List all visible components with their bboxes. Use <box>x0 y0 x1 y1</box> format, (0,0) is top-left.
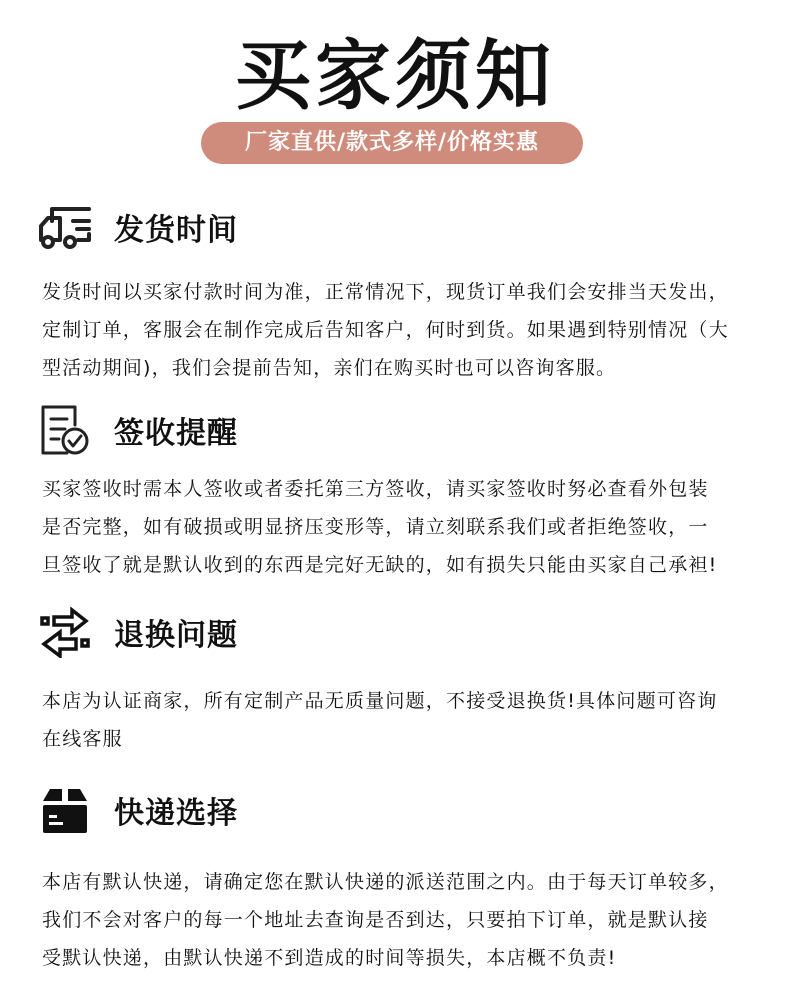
paragraph-line: 型活动期间)，我们会提前告知，亲们在购买时也可以咨询客服。 <box>42 357 617 379</box>
exchange-arrows-icon <box>36 606 94 658</box>
paragraph-line: 本店为认证商家，所有定制产品无质量问题，不接受退换货!具体问题可咨询 <box>42 690 718 712</box>
paragraph-line: 我们不会对客户的每一个地址去查询是否到达，只要拍下订单，就是默认接 <box>42 909 709 931</box>
section-returns-body <box>42 682 762 758</box>
paragraph-line: 定制订单，客服会在制作完成后告知客户，何时到货。如果遇到特别情况（大 <box>42 319 729 341</box>
section-heading: 快递选择 <box>114 796 238 831</box>
section-heading: 退换问题 <box>114 618 238 653</box>
section-receipt-reminder-header <box>36 400 238 460</box>
paragraph-line: 旦签收了就是默认收到的东西是完好无缺的，如有损失只能由买家自己承袒! <box>42 554 718 576</box>
package-box-icon <box>36 784 94 836</box>
document-check-icon <box>36 404 94 456</box>
tagline-pill: 厂家直供/款式多样/价格实惠 <box>201 122 583 164</box>
paragraph-line: 受默认快递，由默认快递不到造成的时间等损失，本店概不负责! <box>42 947 617 969</box>
paragraph-line: 是否完整，如有破损或明显挤压变形等，请立刻联系我们或者拒绝签收，一 <box>42 516 709 538</box>
section-shipping-time-header <box>36 197 238 257</box>
section-returns-header <box>36 602 238 662</box>
section-courier-body <box>42 863 762 977</box>
paragraph-line: 在线客服 <box>42 728 123 750</box>
section-courier-header <box>36 780 238 840</box>
paragraph-line: 发货时间以买家付款时间为准，正常情况下，现货订单我们会安排当天发出， <box>42 281 729 303</box>
section-shipping-time-body <box>42 273 762 387</box>
section-receipt-reminder-body <box>42 470 762 584</box>
paragraph-line: 本店有默认快递，请确定您在默认快递的派送范围之内。由于每天订单较多， <box>42 871 729 893</box>
page-title: 买家须知 <box>235 31 555 120</box>
section-heading: 签收提醒 <box>114 416 238 451</box>
paragraph-line: 买家签收时需本人签收或者委托第三方签收，请买家签收时努必查看外包装 <box>42 478 709 500</box>
truck-icon <box>36 201 94 253</box>
section-heading: 发货时间 <box>114 213 238 248</box>
